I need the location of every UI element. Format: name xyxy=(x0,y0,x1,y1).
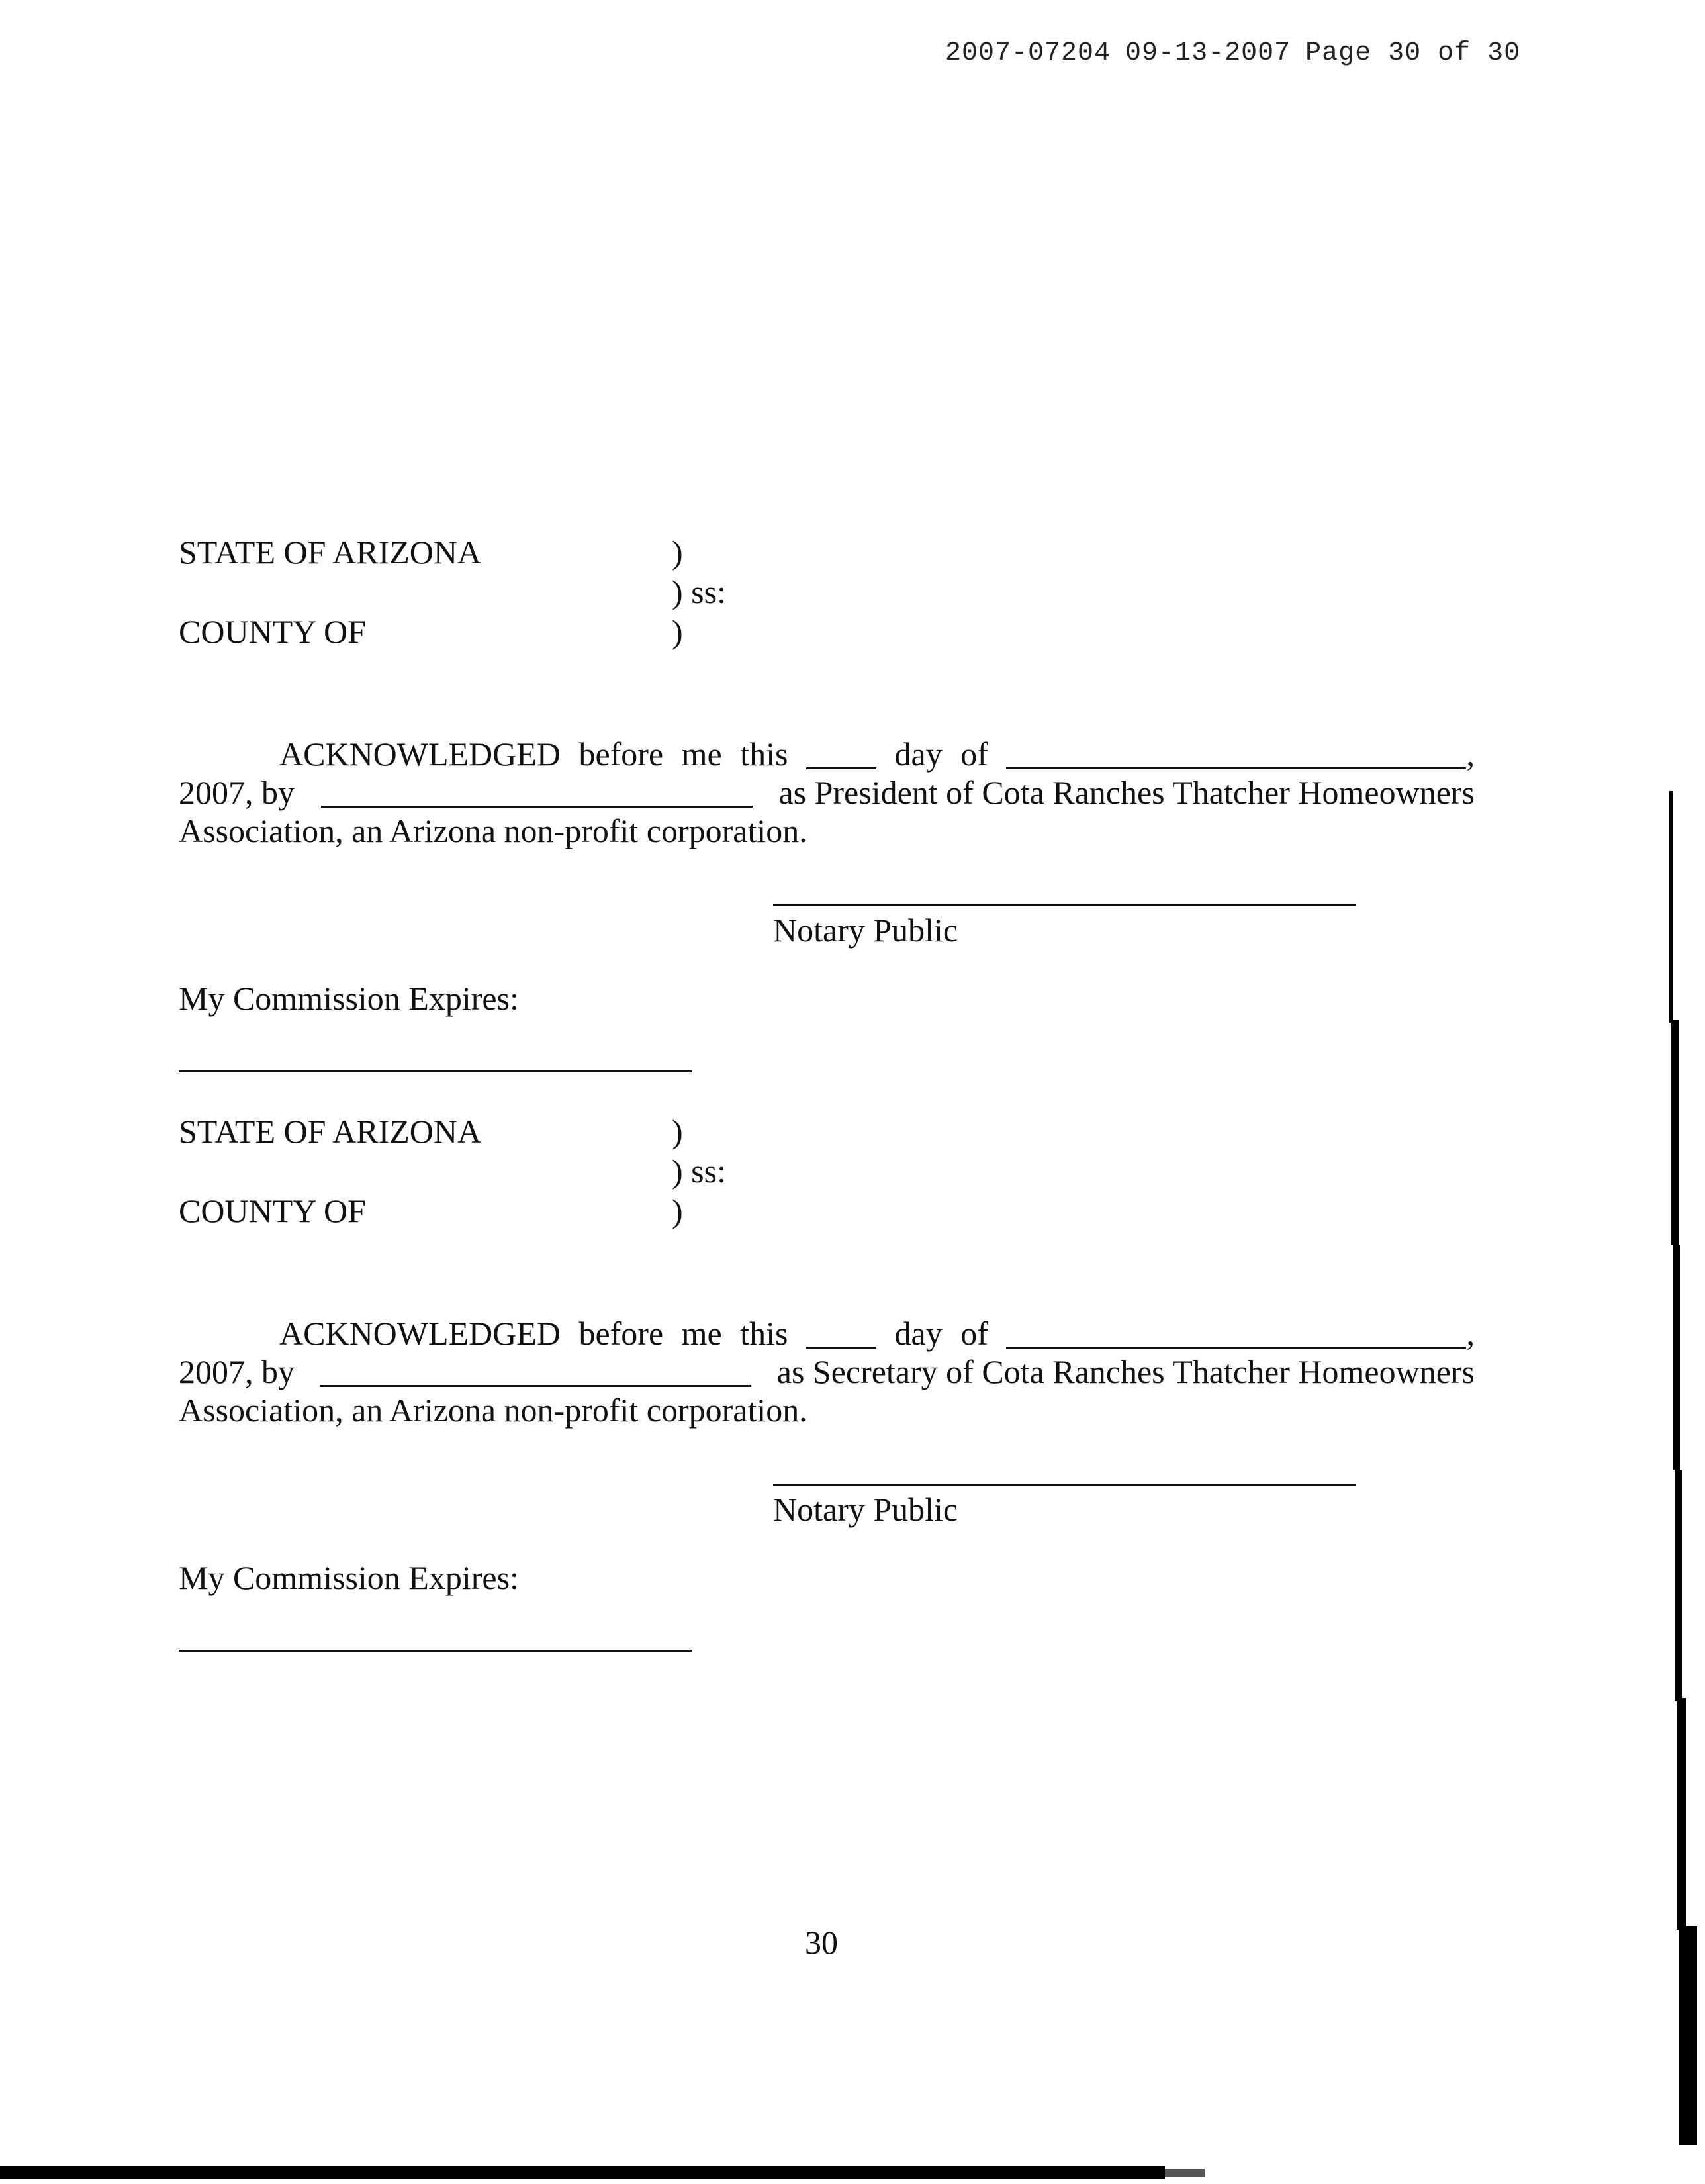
acknowledgment-block-president xyxy=(179,533,1475,1096)
county-label: COUNTY OF xyxy=(179,1192,366,1229)
scan-edge-right-bottom xyxy=(1679,1926,1697,2145)
by-line: 2007, by as Secretary of Cota Ranches Thatcher Homeowners xyxy=(179,1353,1475,1390)
document-number: 2007-07204 xyxy=(945,38,1111,68)
scan-edge-right-thick xyxy=(1677,1698,1686,1930)
acknowledged-line: ACKNOWLEDGED before me this day of , xyxy=(279,736,1475,773)
scan-edge-bottom xyxy=(0,2166,1165,2179)
venue-paren: ) xyxy=(672,534,683,571)
recording-date: 09-13-2007 xyxy=(1125,38,1291,68)
association-line: Association, an Arizona non-profit corporation. xyxy=(179,812,807,849)
state-label: STATE OF ARIZONA xyxy=(179,534,482,571)
month-blank[interactable] xyxy=(1006,1319,1466,1349)
commission-label: My Commission Expires: xyxy=(179,1559,519,1596)
page-label: Page 30 of 30 xyxy=(1305,38,1521,68)
venue-paren: ) xyxy=(672,1192,683,1229)
notary-label: Notary Public xyxy=(773,912,958,949)
scan-edge-bottom-fade xyxy=(1165,2169,1205,2177)
name-blank[interactable] xyxy=(320,1357,751,1387)
role-text: as President of Cota Ranches Thatcher Homeowners xyxy=(778,774,1475,811)
day-blank[interactable] xyxy=(806,1319,876,1349)
state-label: STATE OF ARIZONA xyxy=(179,1113,482,1150)
scan-edge-right-thin xyxy=(1669,791,1673,1023)
county-label: COUNTY OF xyxy=(179,613,366,650)
day-blank[interactable] xyxy=(806,739,876,769)
commission-date-line[interactable] xyxy=(179,1650,692,1652)
ss-label: ) ss: xyxy=(672,1153,726,1190)
notary-signature-line[interactable] xyxy=(773,1484,1356,1486)
scan-edge-right-mid xyxy=(1671,1020,1679,1245)
association-line: Association, an Arizona non-profit corporation. xyxy=(179,1392,807,1429)
month-blank[interactable] xyxy=(1006,739,1466,769)
commission-label: My Commission Expires: xyxy=(179,980,519,1017)
by-line: 2007, by as President of Cota Ranches Thatcher Homeowners xyxy=(179,774,1475,811)
role-text: as Secretary of Cota Ranches Thatcher Homeowners xyxy=(776,1353,1475,1390)
scan-edge-right-mid3 xyxy=(1675,1470,1682,1701)
venue-paren: ) xyxy=(672,613,683,650)
page-number: 30 xyxy=(805,1924,838,1961)
venue-paren: ) xyxy=(672,1113,683,1150)
notary-label: Notary Public xyxy=(773,1491,958,1528)
recording-stamp xyxy=(945,38,1520,68)
acknowledged-line: ACKNOWLEDGED before me this day of , xyxy=(279,1315,1475,1352)
notary-signature-line[interactable] xyxy=(773,904,1356,906)
scan-edge-right-mid2 xyxy=(1673,1245,1680,1470)
commission-date-line[interactable] xyxy=(179,1070,692,1072)
ss-label: ) ss: xyxy=(672,573,726,610)
name-blank[interactable] xyxy=(321,778,753,808)
acknowledgment-block-secretary xyxy=(179,1112,1475,1675)
